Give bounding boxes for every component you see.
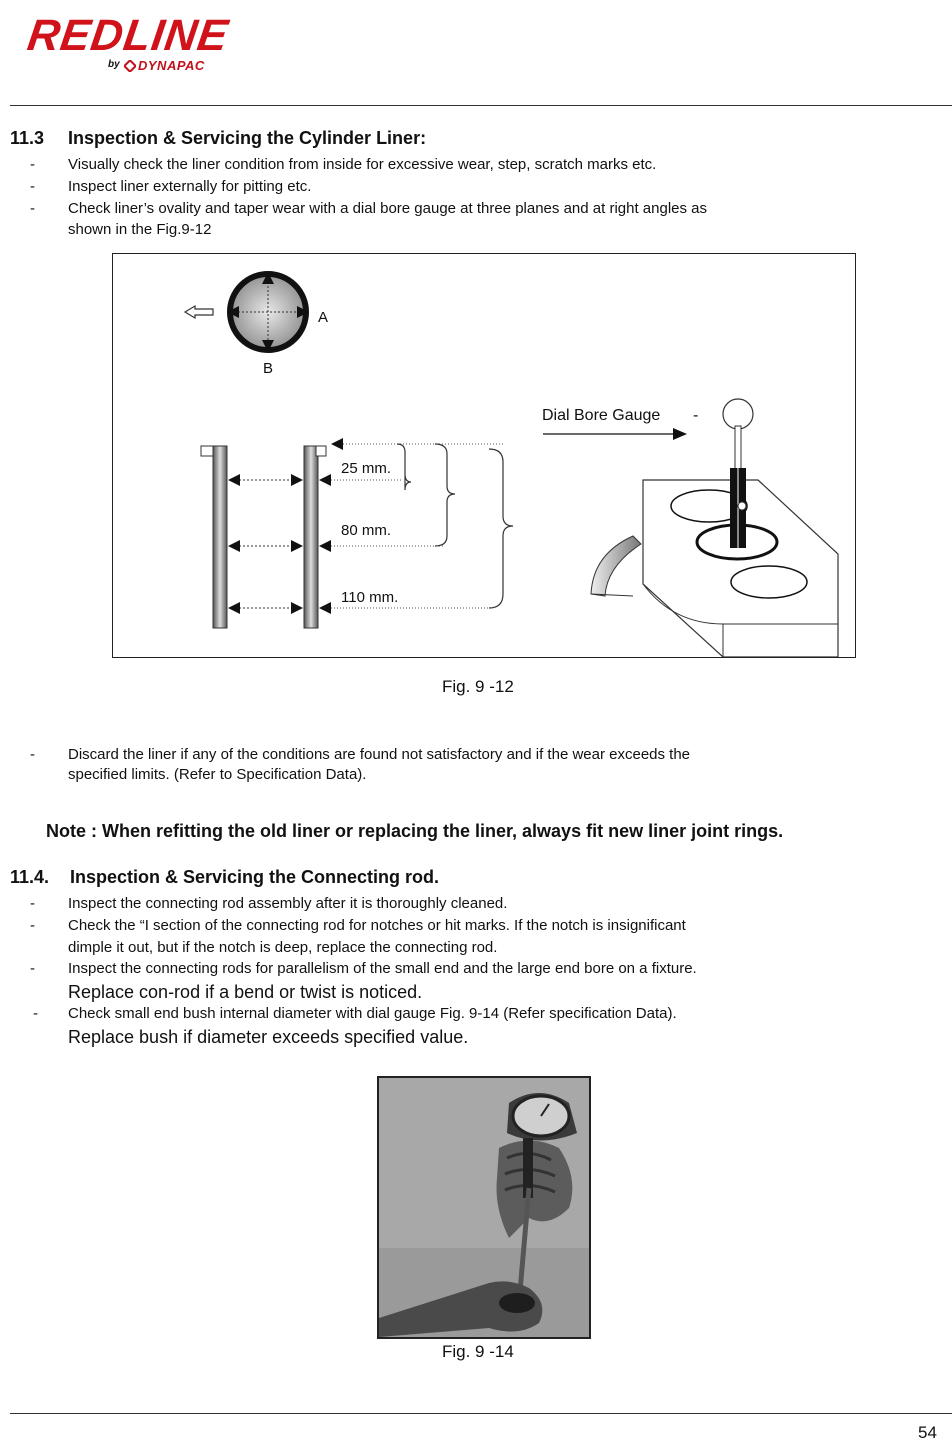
brand-logo: REDLINE — [24, 11, 232, 60]
figure-caption-9-12: Fig. 9 -12 — [442, 677, 514, 696]
discard-text-continued: specified limits. (Refer to Specification Data). — [68, 766, 367, 783]
bullet-text: Inspect liner externally for pitting etc. — [68, 178, 312, 195]
depth-label-80: 80 mm. — [341, 522, 392, 539]
bullet-text: Inspect the connecting rods for parallelism of the small end and the large end bore on a fixture. — [68, 960, 697, 977]
section-number-11-3: 11.3 — [10, 128, 45, 148]
section-title-11-3: Inspection & Servicing the Cylinder Liner: — [68, 128, 427, 148]
logo-maker-text: DYNAPAC — [138, 58, 205, 73]
bullet-text-continued: dimple it out, but if the notch is deep, replace the connecting rod. — [68, 939, 498, 956]
logo-diamond-icon — [124, 60, 136, 72]
page-number: 54 — [918, 1423, 937, 1442]
bullet-text: Check liner’s ovality and taper wear with a dial bore gauge at three planes and at right angles as — [68, 200, 708, 217]
depth-label-110: 110 mm. — [341, 589, 399, 606]
header-rule — [10, 105, 952, 106]
figure-9-12 — [112, 253, 856, 658]
gauge-label: Dial Bore Gauge — [542, 407, 661, 424]
figure-caption-9-14: Fig. 9 -14 — [442, 1342, 514, 1361]
logo-by-text: by — [108, 59, 120, 70]
bullet-dash: - — [30, 156, 35, 173]
bullet-text-continued: shown in the Fig.9-12 — [68, 221, 212, 238]
bullet-dash: - — [30, 178, 35, 195]
bullet-text: Visually check the liner condition from inside for excessive wear, step, scratch marks etc. — [68, 156, 657, 173]
bullet-text: Check small end bush internal diameter with dial gauge Fig. 9-14 (Refer specification Data). — [68, 1005, 677, 1022]
bullet-text-continued: Replace con-rod if a bend or twist is noticed. — [68, 982, 423, 1002]
bullet-dash: - — [30, 917, 35, 934]
note-text: Note : When refitting the old liner or replacing the liner, always fit new liner joint rings. — [46, 821, 784, 841]
gauge-dash: - — [693, 407, 699, 424]
bullet-text: Inspect the connecting rod assembly after it is thoroughly cleaned. — [68, 895, 508, 912]
label-b: B — [263, 360, 274, 377]
bullet-dash: - — [33, 1005, 38, 1022]
bullet-dash: - — [30, 960, 35, 977]
label-a: A — [318, 309, 329, 326]
bullet-text-continued: Replace bush if diameter exceeds specified value. — [68, 1027, 469, 1047]
dial-gauge-photo-icon — [379, 1078, 589, 1337]
section-title-11-4: Inspection & Servicing the Connecting rod. — [70, 867, 440, 887]
depth-label-25: 25 mm. — [341, 460, 392, 477]
bullet-dash: - — [30, 895, 35, 912]
bullet-dash: - — [30, 746, 35, 763]
liner-measurement-diagram — [113, 254, 855, 657]
bullet-dash: - — [30, 200, 35, 217]
figure-9-14-photo — [377, 1076, 591, 1339]
bullet-text: Check the “I section of the connecting rod for notches or hit marks. If the notch is insignificant — [68, 917, 686, 934]
footer-rule — [10, 1413, 952, 1414]
section-number-11-4: 11.4. — [10, 867, 50, 887]
discard-text: Discard the liner if any of the conditions are found not satisfactory and if the wear exceeds the — [68, 746, 691, 763]
